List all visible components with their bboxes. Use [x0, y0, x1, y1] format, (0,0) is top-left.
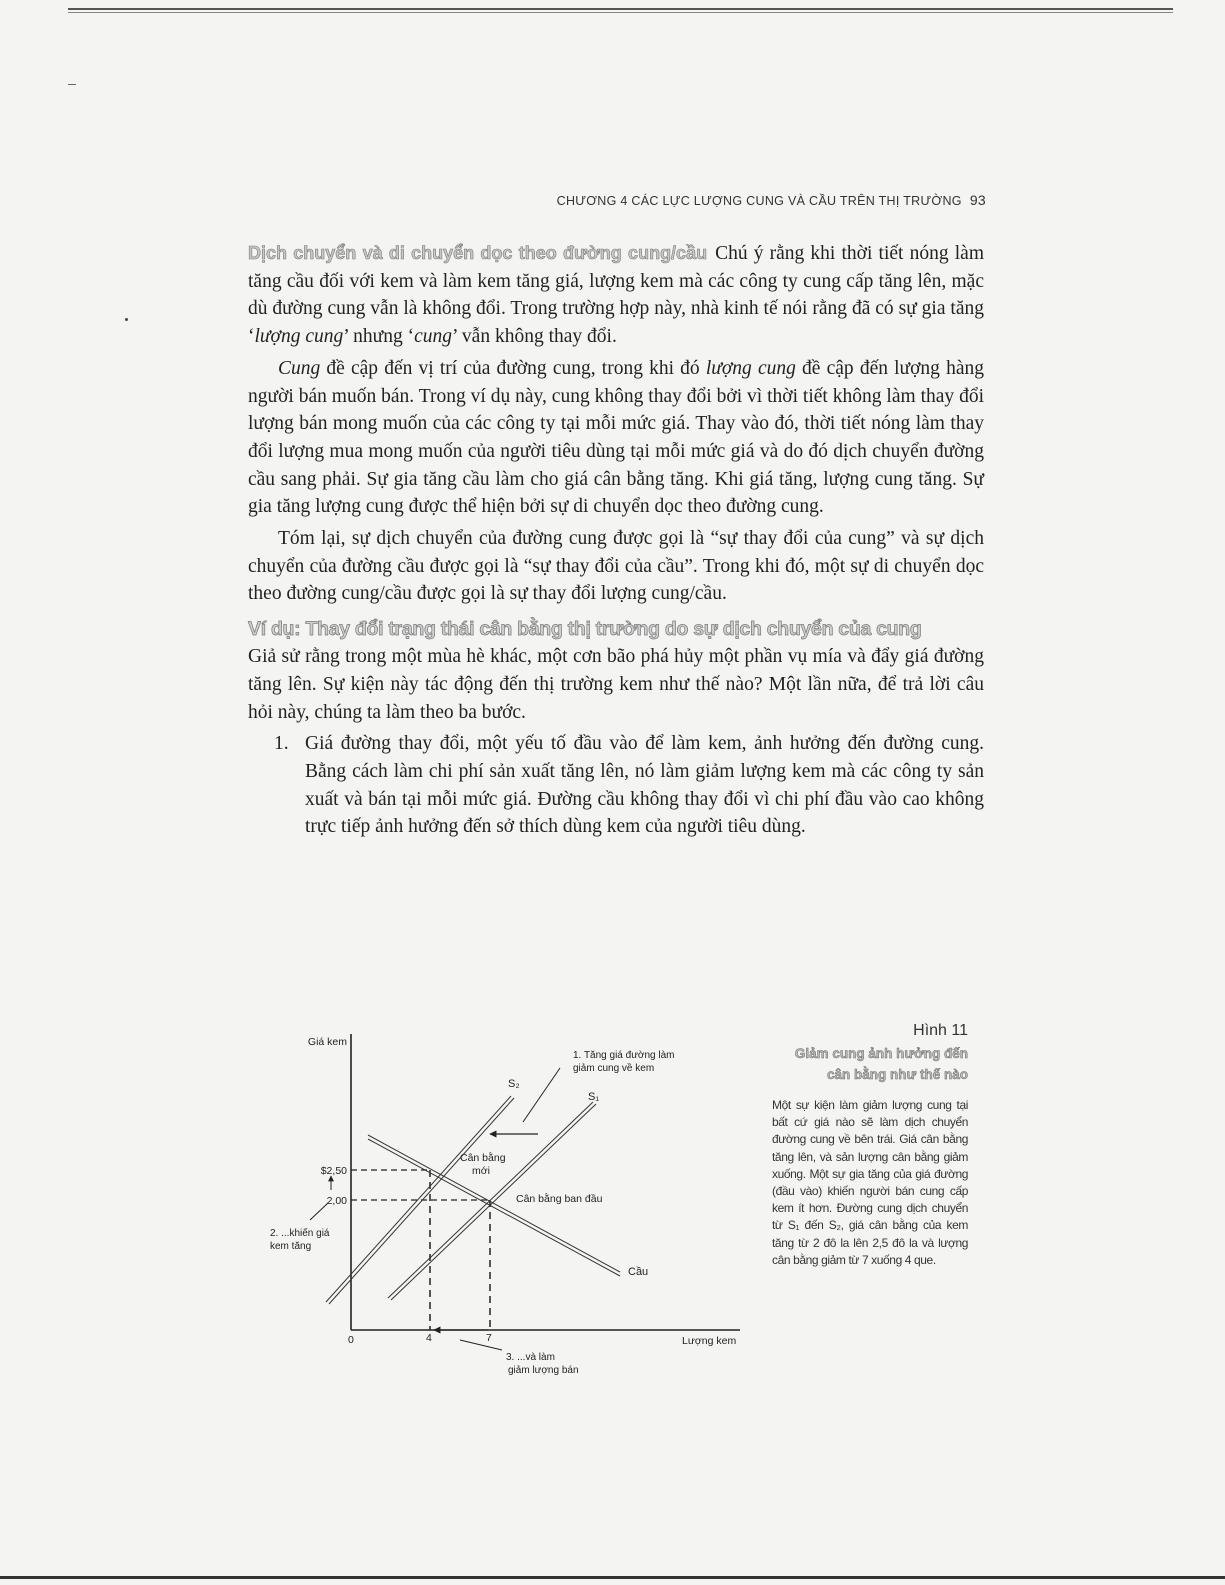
running-head [430, 192, 986, 208]
note2-pointer [310, 1203, 328, 1220]
note3-line1: 3. ...và làm [506, 1352, 555, 1363]
chapter-title: CHƯƠNG 4 CÁC LỰC LƯỢNG CUNG VÀ CẦU TRÊN THỊ TRƯỜNG [556, 194, 962, 208]
note2-line2: kem tăng [270, 1241, 312, 1252]
qty-old-label: 7 [486, 1332, 492, 1344]
top-rule [68, 8, 1173, 10]
page-number: 93 [969, 192, 986, 208]
margin-dot [125, 318, 128, 321]
paragraph: Cung đề cập đến vị trí của đường cung, trong khi đó lượng cung đề cập đến lượng hàng người bán muốn bán. Trong ví dụ này, cung không thay đổi bởi vì thời tiết không làm thay đổi lượng bán mong muốn của các công ty tại mỗi mức giá. Thay vào đó, thời tiết nóng làm thay đổi lượng mua mong muốn của người tiêu dùng tại mỗi mức giá và do đó dịch chuyển đường cầu sang phải. Sự gia tăng cầu làm cho giá cân bằng tăng. Khi giá tăng, lượng cung tăng. Sự gia tăng lượng cung được thể hiện bởi sự di chuyển dọc theo đường cung. [248, 357, 984, 518]
figure-number: Hình 11 [913, 1022, 968, 1039]
note3-line2: giảm lượng bán [508, 1365, 579, 1376]
eq-old-label: Cân bằng ban đầu [516, 1193, 603, 1205]
note1-pointer [523, 1068, 560, 1122]
figure-11 [240, 1010, 985, 1410]
list-text: Giá đường thay đổi, một yếu tố đầu vào để làm kem, ảnh hưởng đến đường cung. Bằng cách làm chi phí sản xuất tăng lên, nó làm giảm lượng kem mà các công ty sản xuất và bán tại mỗi mức giá. Đường cầu không thay đổi vì chi phí đầu vào cao không trực tiếp ảnh hưởng đến sở thích dùng kem của người tiêu dùng. [305, 733, 984, 838]
eq-new-label-2: mới [472, 1165, 490, 1177]
qty-new-label: 4 [426, 1332, 432, 1344]
section-heading: Ví dụ: Thay đổi trạng thái cân bằng thị trường do sự dịch chuyển của cung [248, 618, 922, 641]
demand-label: Cầu [628, 1266, 649, 1278]
s1-label: S₁ [588, 1091, 600, 1103]
paragraph: Tóm lại, sự dịch chuyển của đường cung được gọi là “sự thay đổi của cung” và sự dịch chuyển của đường cầu được gọi là “sự thay đổi của cầu”. Trong khi đó, một sự di chuyển dọc theo đường cung/cầu được gọi là sự thay đổi lượng cung/cầu. [248, 528, 984, 605]
bottom-rule [0, 1576, 1225, 1579]
supply-demand-chart [240, 1010, 770, 1390]
eq-new-label-1: Cân bằng [460, 1152, 506, 1164]
x-axis-label: Lượng kem [682, 1335, 737, 1347]
note1-line1: 1. Tăng giá đường làm [573, 1050, 675, 1061]
note1-line2: giảm cung về kem [573, 1063, 655, 1074]
list-number: 1. [274, 733, 289, 755]
price-old-label: 2,00 [326, 1195, 347, 1207]
price-new-label: $2,50 [320, 1165, 347, 1177]
figure-caption [772, 1022, 968, 1269]
body-text [248, 240, 984, 845]
note2-line1: 2. ...khiến giá [270, 1228, 330, 1239]
s2-label: S₂ [508, 1078, 520, 1090]
runin-heading: Dịch chuyển và di chuyển dọc theo đường cung/cầu [248, 243, 708, 263]
y-axis-label: Giá kem [307, 1036, 347, 1048]
origin-label: 0 [348, 1334, 354, 1346]
list-item [248, 730, 984, 841]
paragraph: Giả sử rằng trong một mùa hè khác, một cơn bão phá hủy một phần vụ mía và đẩy giá đường tăng lên. Sự kiện này tác động đến thị trường kem như thế nào? Một lần nữa, để trả lời câu hỏi này, chúng ta làm theo ba bước. [248, 646, 984, 723]
top-rule-thin [68, 12, 1173, 13]
figure-caption-text: Một sự kiện làm giảm lượng cung tại bất cứ giá nào sẽ làm dịch chuyển đường cung về bên trái. Giá cân bằng tăng lên, và sản lượng cân bằng giảm xuống. Một sự gia tăng của giá đường (đầu vào) khiến người bán cung cấp kem ít hơn. Đường cung dịch chuyển từ S₁ đến S₂, giá cân bằng của kem tăng từ 2 đô la lên 2,5 đô la và lượng cân bằng giảm từ 7 xuống 4 que. [772, 1098, 968, 1267]
figure-title: Giảm cung ảnh hưởng đến cân bằng như thế nào [794, 1046, 968, 1082]
margin-mark [68, 84, 76, 85]
paragraph: Dịch chuyển và di chuyển dọc theo đường cung/cầu Chú ý rằng khi thời tiết nóng làm tăng cầu đối với kem và làm kem tăng giá, lượng kem mà các công ty cung cấp tăng lên, mặc dù đường cung vẫn là không đổi. Trong trường hợp này, nhà kinh tế nói rằng đã có sự gia tăng ‘lượng cung’ nhưng ‘cung’ vẫn không thay đổi. [248, 243, 984, 348]
note3-pointer [460, 1340, 502, 1350]
